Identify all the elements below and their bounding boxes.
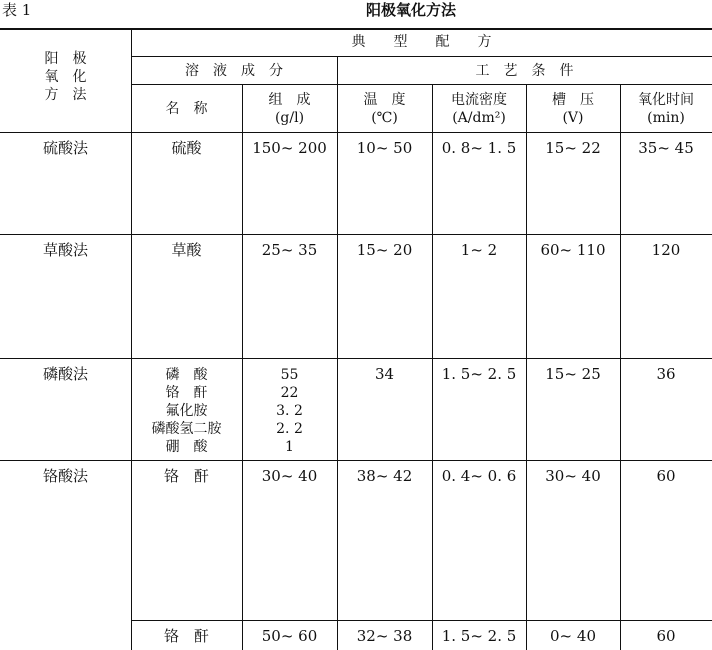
header-current-density-label: 电流密度	[451, 92, 507, 108]
header-composition-label: 组 成	[268, 92, 311, 108]
row-phosphoric-amount-1: 55	[280, 367, 299, 383]
row-phosphoric-amounts	[242, 366, 337, 456]
row-chromic2-name: 铬 酐	[163, 627, 209, 645]
row-phosphoric-amount-5: 1	[285, 439, 294, 455]
header-process-conditions: 工 艺 条 件	[475, 63, 574, 79]
header-voltage-unit: (V)	[562, 110, 584, 126]
header-typical-formula: 典 型 配 方	[351, 34, 492, 50]
row-rule-2	[0, 358, 712, 359]
row-oxalic-current: 1~ 2	[460, 241, 498, 259]
row-chromic2-temp: 32~ 38	[356, 627, 413, 645]
table-title: 阳极氧化方法	[365, 1, 456, 19]
row-phosphoric-amount-2: 22	[280, 385, 299, 401]
header-name: 名 称	[165, 101, 208, 117]
row-phosphoric-name-5: 硼 酸	[165, 439, 208, 455]
row-phosphoric-time: 36	[656, 365, 676, 383]
table-caption: 表 1	[2, 1, 32, 19]
row-sulfuric-voltage: 15~ 22	[545, 139, 601, 157]
row-phosphoric-temp: 34	[374, 365, 395, 383]
row-oxalic-name: 草酸	[171, 241, 202, 259]
row-sulfuric-name: 硫酸	[171, 139, 202, 157]
row-sulfuric-time: 35~ 45	[638, 139, 694, 157]
row-chromic-name: 铬 酐	[163, 467, 209, 485]
header-temperature-label: 温 度	[363, 92, 406, 108]
header-current-density	[432, 91, 526, 127]
row-sulfuric-amount: 150~ 200	[252, 139, 327, 157]
row-phosphoric-name-2: 铬 酐	[165, 385, 208, 401]
header-method	[0, 50, 131, 104]
table-top-border	[0, 28, 712, 30]
row-chromic2-amount: 50~ 60	[261, 627, 318, 645]
header-method-line-3: 方 法	[44, 87, 87, 103]
header-temperature	[337, 91, 432, 127]
row-phosphoric-current: 1. 5~ 2. 5	[441, 365, 517, 383]
header-voltage	[526, 91, 620, 127]
header-method-line-2: 氧 化	[44, 69, 87, 85]
row-chromic-voltage: 30~ 40	[545, 467, 601, 485]
row-chromic-temp: 38~ 42	[356, 467, 413, 485]
header-rule-2	[131, 84, 712, 85]
header-solution-composition: 溶 液 成 分	[185, 63, 283, 79]
row-chromic-amount: 30~ 40	[261, 467, 318, 485]
row-phosphoric-voltage: 15~ 25	[545, 365, 601, 383]
row-oxalic-method: 草酸法	[42, 241, 88, 259]
header-composition	[242, 91, 337, 127]
header-voltage-label: 槽 压	[552, 92, 594, 108]
row-phosphoric-amount-4: 2. 2	[276, 421, 303, 437]
row-phosphoric-amount-3: 3. 2	[276, 403, 303, 419]
row-sulfuric-temp: 10~ 50	[356, 139, 413, 157]
row-chromic2-current: 1. 5~ 2. 5	[441, 627, 517, 645]
header-bottom-rule	[0, 132, 712, 133]
header-time-label: 氧化时间	[638, 92, 694, 108]
row-chromic-current: 0. 4~ 0. 6	[441, 467, 517, 485]
row-rule-3	[0, 460, 712, 461]
row-rule-4	[131, 620, 712, 621]
row-phosphoric-names	[131, 366, 242, 456]
col-rule-1	[131, 28, 132, 650]
header-rule-1	[131, 56, 712, 57]
row-chromic2-voltage: 0~ 40	[550, 627, 596, 645]
row-phosphoric-method: 磷酸法	[42, 365, 88, 383]
row-phosphoric-name-1: 磷 酸	[165, 367, 208, 383]
row-rule-1	[0, 234, 712, 235]
row-phosphoric-name-3: 氟化胺	[165, 403, 208, 419]
row-sulfuric-current: 0. 8~ 1. 5	[441, 139, 517, 157]
row-oxalic-temp: 15~ 20	[356, 241, 413, 259]
row-oxalic-amount: 25~ 35	[261, 241, 318, 259]
row-oxalic-time: 120	[651, 241, 681, 259]
row-oxalic-voltage: 60~ 110	[540, 241, 606, 259]
row-phosphoric-name-4: 磷酸氢二胺	[151, 421, 222, 437]
row-chromic2-time: 60	[656, 627, 676, 645]
anodizing-table	[0, 28, 712, 650]
row-chromic-method: 铬酸法	[42, 467, 88, 485]
header-time	[620, 91, 712, 127]
header-method-line-1: 阳 极	[44, 51, 87, 67]
header-temperature-unit: (℃)	[371, 110, 398, 126]
row-chromic-time: 60	[656, 467, 676, 485]
header-time-unit: (min)	[647, 110, 685, 126]
row-sulfuric-method: 硫酸法	[42, 139, 88, 157]
header-current-density-unit: (A/dm²)	[452, 110, 506, 126]
header-composition-unit: (g/l)	[274, 110, 305, 126]
